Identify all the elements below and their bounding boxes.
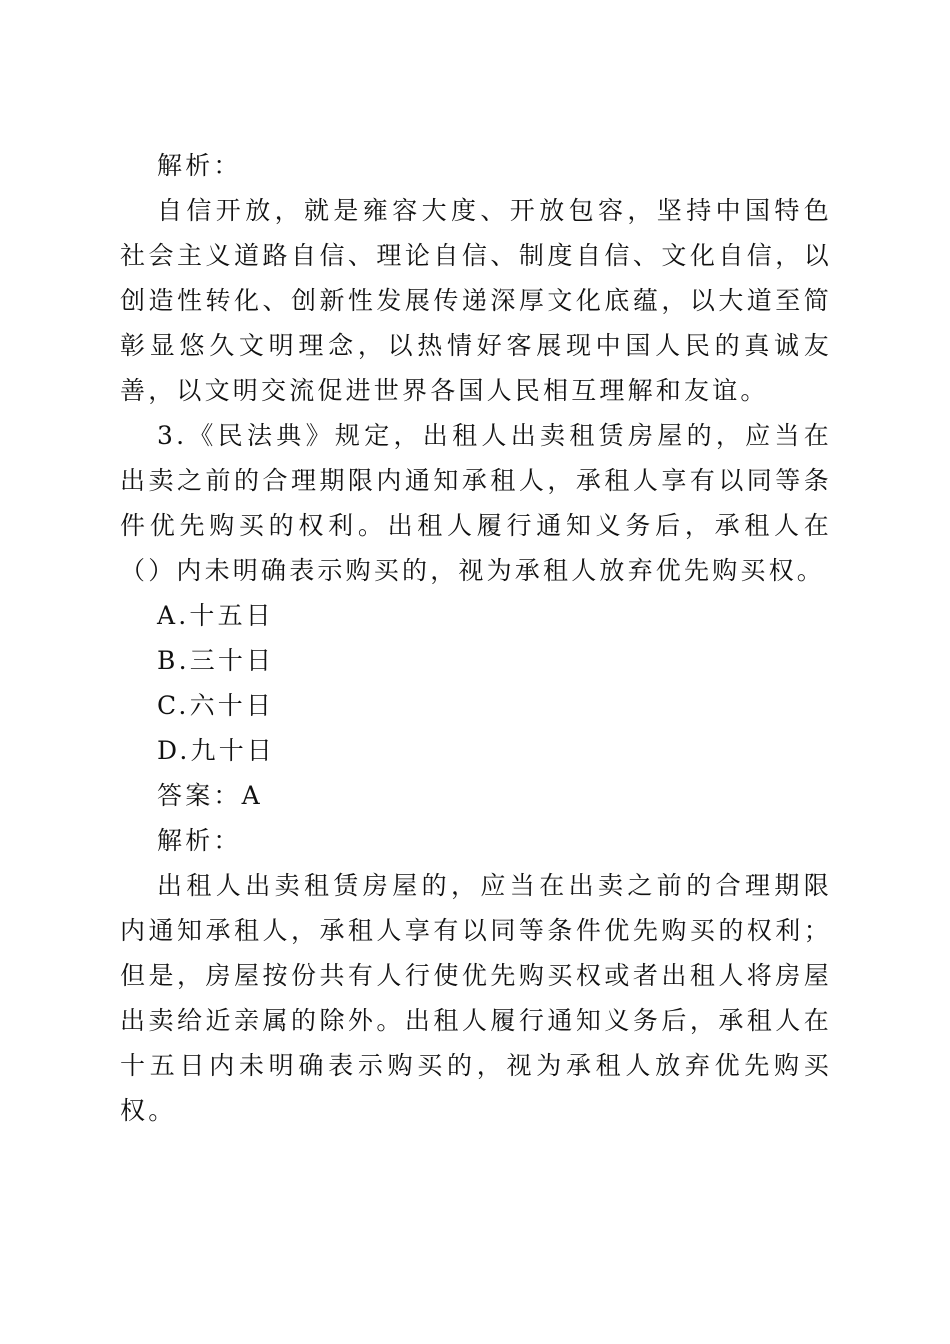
option-d: D.九十日	[157, 736, 276, 765]
option-c: C.六十日	[157, 691, 275, 720]
question-stem: 3.《民法典》规定，出租人出卖租赁房屋的，应当在出卖之前的合理期限内通知承租人，承租人享有以同等条件优先购买的权利。出租人履行通知义务后，承租人在（）内未明确表示购买的，视为承租人放弃优先购买权。	[120, 421, 832, 585]
answer: 答案：A	[157, 781, 263, 810]
analysis-text: 自信开放，就是雍容大度、开放包容，坚持中国特色社会主义道路自信、理论自信、制度自信、文化自信，以创造性转化、创新性发展传递深厚文化底蕴，以大道至简彰显悠久文明理念，以热情好客展现中国人民的真诚友善，以文明交流促进世界各国人民相互理解和友谊。	[120, 196, 832, 405]
option-a: A.十五日	[157, 601, 275, 630]
analysis-label: 解析：	[157, 151, 242, 180]
analysis-label-2: 解析：	[157, 826, 242, 855]
option-b: B.三十日	[157, 646, 275, 675]
document-page	[120, 143, 832, 1133]
analysis-text-2: 出租人出卖租赁房屋的，应当在出卖之前的合理期限内通知承租人，承租人享有以同等条件优先购买的权利；但是，房屋按份共有人行使优先购买权或者出租人将房屋出卖给近亲属的除外。出租人履行通知义务后，承租人在十五日内未明确表示购买的，视为承租人放弃优先购买权。	[120, 871, 832, 1125]
